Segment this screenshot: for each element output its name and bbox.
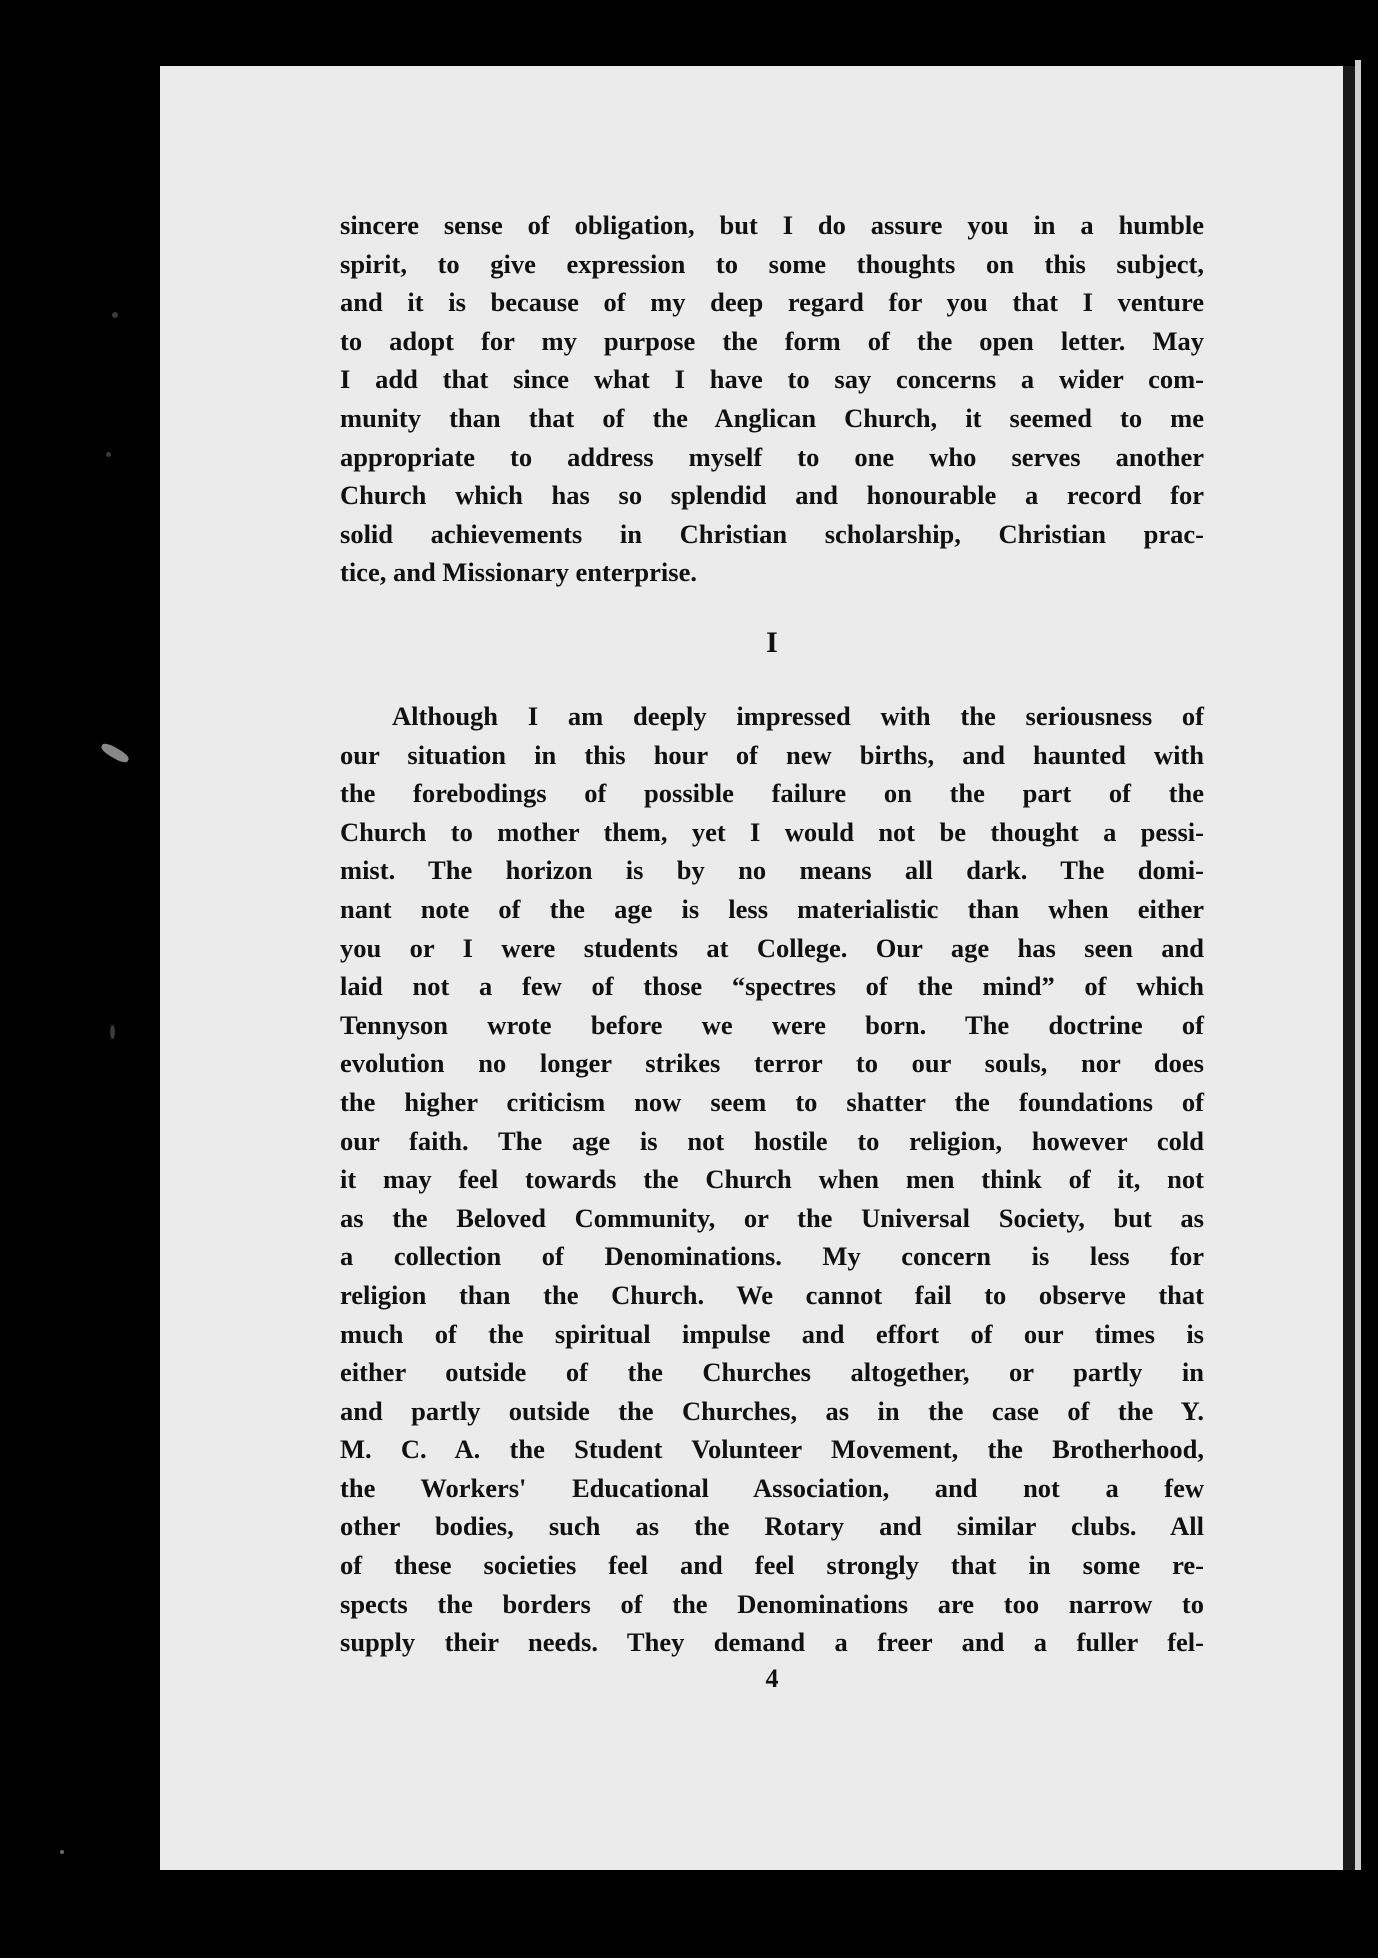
scan-speck — [100, 741, 131, 765]
text-line: a collection of Denominations. My concern is less for — [340, 1241, 1204, 1272]
text-line: the higher criticism now seem to shatter the foundations of — [340, 1086, 1204, 1117]
text-line: Church which has so splendid and honourable a record for — [340, 480, 1204, 511]
text-line: our situation in this hour of new births, and haunted with — [340, 739, 1204, 770]
text-line: evolution no longer strikes terror to our souls, nor does — [340, 1048, 1204, 1079]
text-line: munity than that of the Anglican Church, it seemed to me — [340, 402, 1204, 433]
text-line: and partly outside the Churches, as in the case of the Y. — [340, 1395, 1204, 1426]
text-line: our faith. The age is not hostile to religion, however cold — [340, 1125, 1204, 1156]
text-line: appropriate to address myself to one who serves another — [340, 441, 1204, 472]
text-line: other bodies, such as the Rotary and similar clubs. All — [340, 1511, 1204, 1542]
text-line: supply their needs. They demand a freer and a fuller fel- — [340, 1627, 1204, 1658]
text-line: and it is because of my deep regard for you that I venture — [340, 287, 1204, 318]
text-line: tice, and Missionary enterprise. — [340, 557, 697, 588]
text-line: to adopt for my purpose the form of the open letter. May — [340, 325, 1204, 356]
text-line: Church to mother them, yet I would not be thought a pessi- — [340, 816, 1204, 847]
scan-speck — [106, 452, 111, 457]
text-line: sincere sense of obligation, but I do assure you in a humble — [340, 210, 1204, 240]
facing-page-edge — [1343, 66, 1355, 1870]
text-line: nant note of the age is less materialistic than when either — [340, 893, 1204, 924]
text-line: solid achievements in Christian scholarship, Christian prac- — [340, 518, 1204, 549]
text-line: mist. The horizon is by no means all dark. The domi- — [340, 855, 1204, 886]
scan-speck — [112, 312, 118, 318]
text-line: I add that since what I have to say concerns a wider com- — [340, 364, 1204, 395]
text-line: of these societies feel and feel strongly that in some re- — [340, 1550, 1204, 1581]
text-line: the forebodings of possible failure on the part of the — [340, 778, 1204, 809]
text-line: either outside of the Churches altogether, or partly in — [340, 1357, 1204, 1388]
section-heading: I — [766, 626, 778, 659]
paragraph-intro — [340, 206, 1204, 592]
scan-speck — [60, 1850, 64, 1854]
paragraph-section-one — [340, 697, 1204, 1662]
text-line: Although I am deeply impressed with the seriousness of — [392, 701, 1204, 731]
text-line: much of the spiritual impulse and effort of our times is — [340, 1318, 1204, 1349]
text-line: you or I were students at College. Our age has seen and — [340, 932, 1204, 963]
text-line: laid not a few of those “spectres of the mind” of which — [340, 971, 1204, 1002]
text-line: as the Beloved Community, or the Universal Society, but as — [340, 1202, 1204, 1233]
text-line: spirit, to give expression to some thoughts on this subject, — [340, 248, 1204, 279]
text-line: M. C. A. the Student Volunteer Movement, the Brotherhood, — [340, 1434, 1204, 1465]
text-line: religion than the Church. We cannot fail to observe that — [340, 1279, 1204, 1310]
text-line: spects the borders of the Denominations are too narrow to — [340, 1588, 1204, 1619]
text-line: the Workers' Educational Association, and not a few — [340, 1472, 1204, 1503]
page-number: 4 — [765, 1664, 779, 1693]
text-line: it may feel towards the Church when men think of it, not — [340, 1164, 1204, 1195]
scan-speck — [110, 1025, 115, 1039]
text-line: Tennyson wrote before we were born. The doctrine of — [340, 1009, 1204, 1040]
facing-page-edge-highlight — [1355, 60, 1361, 1870]
